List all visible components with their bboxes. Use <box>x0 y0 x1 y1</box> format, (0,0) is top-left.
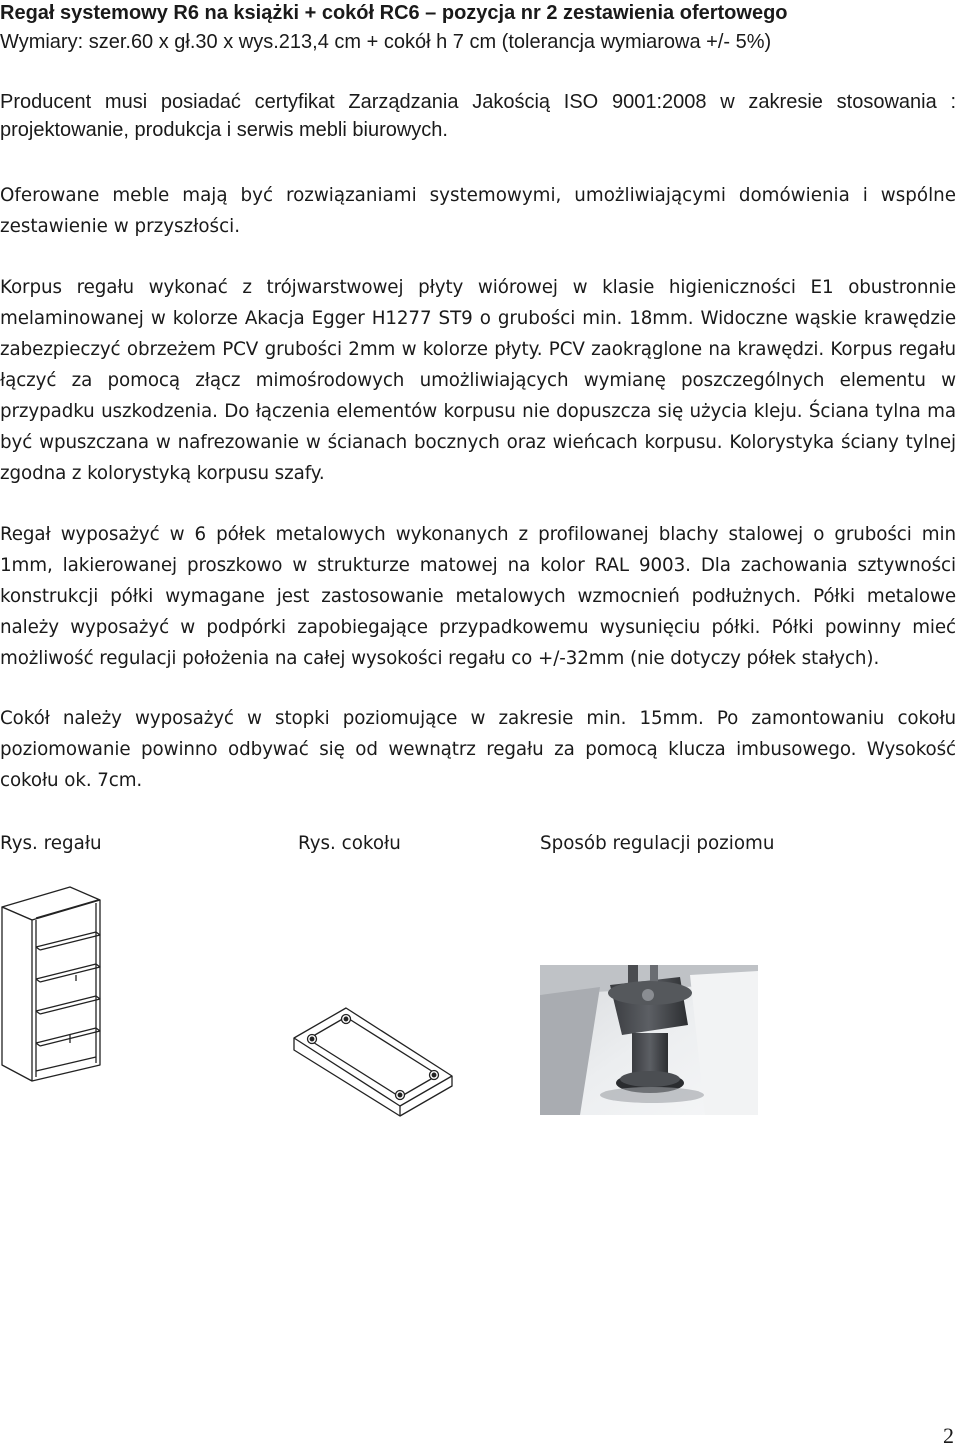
leveling-foot-photo <box>540 965 958 1115</box>
producer-requirement-paragraph: Producent musi posiadać certyfikat Zarządzania Jakością ISO 9001:2008 w zakresie stosowania : projektowanie, produkcja i serwis mebli biurowych. <box>0 91 956 141</box>
document-title: Regał systemowy R6 na książki + cokół RC6 – pozycja nr 2 zestawienia ofertowego <box>0 2 788 24</box>
page-number: 2 <box>943 1423 954 1448</box>
dimensions-line: Wymiary: szer.60 x gł.30 x wys.213,4 cm + cokół h 7 cm (tolerancja wymiarowa +/- 5%) <box>0 31 772 53</box>
figure-captions <box>0 830 960 860</box>
caption-leveling: Sposób regulacji poziomu <box>540 833 775 854</box>
bookcase-drawing <box>0 885 110 1085</box>
plinth-paragraph: Cokół należy wyposażyć w stopki poziomujące w zakresie min. 15mm. Po zamontowaniu cokołu poziomowanie powinno odbywać się od wewnątrz regału za pomocą klucza imbusowego. Wysokość cokołu ok. 7cm. <box>0 708 956 791</box>
shelves-paragraph: Regał wyposażyć w 6 półek metalowych wykonanych z profilowanej blachy stalowej o grubości min 1mm, lakierowanej proszkowo w strukturze matowej na kolor RAL 9003. Dla zachowania sztywności konstrukcji półki wymagane jest zastosowanie metalowych wzmocnień podłużnych. Półki metalowe należy wyposażyć w podpórki zapobiegające przypadkowemu wysunięciu półki. Półki powinny mieć możliwość regulacji położenia na całej wysokości regału co +/-32mm (nie dotyczy półek stałych). <box>0 524 956 669</box>
plinth-drawing <box>288 1002 460 1118</box>
caption-bookcase: Rys. regału <box>0 833 102 854</box>
offer-paragraph: Oferowane meble mają być rozwiązaniami systemowymi, umożliwiającymi domówienia i wspólne zestawienie w przyszłości. <box>0 185 956 237</box>
korpus-paragraph: Korpus regału wykonać z trójwarstwowej płyty wiórowej w klasie higieniczności E1 obustronnie melaminowanej w kolorze Akacja Egger H1277 ST9 o grubości min. 18mm. Widoczne wąskie krawędzie zabezpieczyć obrzeżem PCV grubości 2mm w kolorze płyty. PCV zaokrąglone na krawędzi. Korpus regału łączyć za pomocą złącz mimośrodowych umożliwiających wymianę poszczególnych elementu w przypadku uszkodzenia. Do łączenia elementów korpusu nie dopuszcza się użycia kleju. Ściana tylna ma być wpuszczana w nafrezowanie w ścianach bocznych oraz wieńcach korpusu. Kolorystyka ściany tylnej zgodna z kolorystyką korpusu szafy. <box>0 277 956 484</box>
caption-plinth: Rys. cokołu <box>298 833 401 854</box>
